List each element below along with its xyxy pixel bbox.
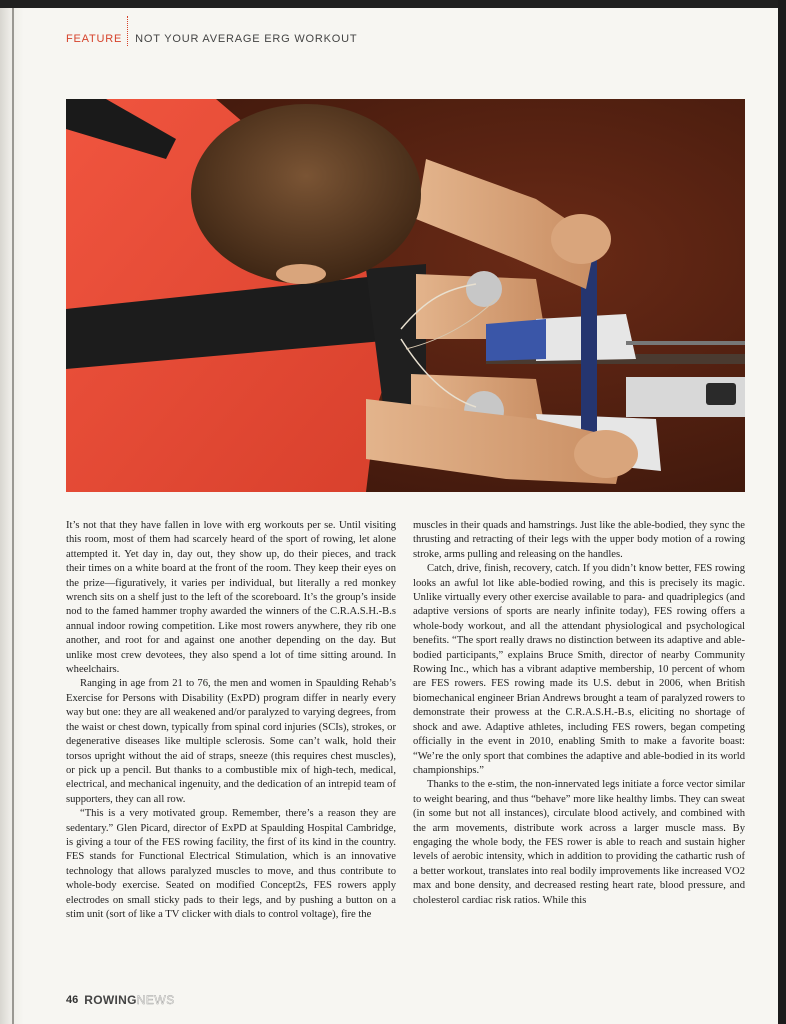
scan-top-edge	[0, 0, 786, 8]
header-divider	[127, 16, 129, 46]
article-column-right	[413, 519, 745, 908]
section-label: FEATURE	[66, 33, 123, 45]
article-paragraph: Thanks to the e-stim, the non-innervated legs initiate a force vector similar to weight bearing, and thus “behave” more like healthy limbs. They can sweat (in some but not all instances), circulate blood actively, and combined with the arm movements, distribute work across a larger muscle mass. By engaging the whole body, the FES rower is able to reach and sustain higher levels of aerobic intensity, which in addition to providing the cathartic rush of a better workout, translates into real bodily improvements like increased VO2 max and bone density, and decreased resting heart rate, blood pressure, and cholesterol cardiac risk ratios. While this	[413, 779, 745, 906]
article-paragraph: Ranging in age from 21 to 76, the men and women in Spaulding Rehab’s Exercise for Persons with Disability (ExPD) program differ in nearly every way but one: they are all weakened and/or paralyzed to varying degrees, from the waist or chest down, typically from spinal cord injuries (SCIs), strokes, or degenerative diseases like multiple sclerosis. Some can’t walk, hold their torsos upright without the aid of straps, sneeze (this requires chest muscles), or pick up a pencil. But thanks to a combustible mix of high-tech, medical, electrical, and mechanical ingenuity, and the dedication of an intrepid team of supporters, they can all row.	[66, 678, 396, 805]
article-photo	[66, 99, 745, 492]
page-footer	[66, 992, 175, 1008]
article-paragraph: It’s not that they have fallen in love with erg workouts per se. Until visiting this room, most of them had scarcely heard of the sport of rowing, let alone attempted it. Yet day in, day out, they show up, do their pieces, and track their times on a white board at the front of the room. They keep their eyes on the prize—figuratively, it varies per individual, but literally a red monkey wrench sits on a shelf just to the left of the scoreboard. It’s the group’s inside nod to the famed hammer trophy awarded the winners of the C.R.A.S.H.-B.s annual indoor rowing competition. Like most rowers anywhere, they rib one another, and root for and against one another depending on the day. But unlike most crew devotees, they also spend a lot of time sitting around. In wheelchairs.	[66, 520, 396, 676]
article-running-title: NOT YOUR AVERAGE ERG WORKOUT	[135, 33, 358, 45]
magazine-brand-secondary: NEWS	[136, 993, 175, 1007]
binding-crease	[12, 0, 14, 1024]
scan-right-edge	[778, 0, 786, 1024]
article-paragraph: muscles in their quads and hamstrings. Just like the able-bodied, they sync the thrusting and retracting of their legs with the upper body motion of a rowing stroke, arms pulling and releasing on the handles.	[413, 520, 745, 560]
photo-fes-rower-icon	[66, 99, 745, 492]
article-paragraph: “This is a very motivated group. Remember, there’s a reason they are sedentary.” Glen Picard, director of ExPD at Spaulding Hospital Cambridge, is giving a tour of the FES rowing facility, the first of its kind in the country. FES stands for Functional Electrical Stimulation, which is an innovative technology that allows paralyzed muscles to move, and thus contribute to whole-body exercise. Seated on modified Concept2s, FES rowers apply electrodes on small sticky pads to their legs, and by pushing a button on a stim unit (sort of like a TV clicker with dials to control voltage), fire the	[66, 808, 396, 920]
running-header	[66, 31, 357, 47]
page-number: 46	[66, 994, 79, 1006]
magazine-brand-primary: ROWING	[84, 993, 137, 1007]
article-paragraph: Catch, drive, finish, recovery, catch. If you didn’t know better, FES rowing looks an awful lot like able-bodied rowing, and this is precisely its magic. Unlike virtually every other exercise available to para- and quadriplegics (and adaptive versions of sports are nearly infinite today), FES rowing offers a whole-body workout, and all the attendant physiological and psychological benefits. “The sport really draws no distinction between its adaptive and able-bodied participants,” explains Bruce Smith, director of nearby Community Rowing Inc., which has a vibrant adaptive membership, 10 percent of whom are FES rowers. FES rowing made its U.S. debut in 2006, when British biomechanical engineer Brian Andrews brought a team of paralyzed rowers to demonstrate their prowess at the C.R.A.S.H.-B.s, eliciting no shortage of shock and awe. Adaptive athletes, including FES rowers, began competing officially in the event in 2010, enabling Smith to make a favorite boast: “We’re the only sport that combines the adaptive and able-bodied in its world championships.”	[413, 563, 745, 776]
article-column-left	[66, 519, 396, 922]
